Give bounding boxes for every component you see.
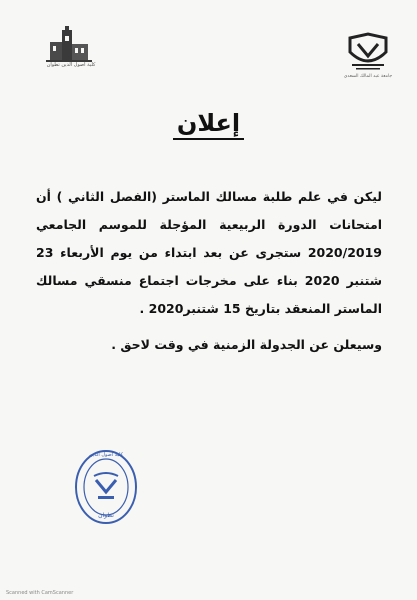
announcement-paragraph: ليكن في علم طلبة مسالك الماستر (الفصل الثاني ) أن امتحانات الدورة الربيعية المؤجلة للموسم الجامعي 2020/2019 ستجرى عن بعد ابتداء من يوم الأربعاء 23 شتنبر 2020 بناء على مخرجات اجتماع منسقي مسالك الماستر المنعقد بتاريخ 15 شتنبر2020 . [36, 189, 382, 316]
university-logo-icon [342, 30, 394, 74]
document-title-text: إعلان [173, 109, 244, 140]
right-logo-caption: جامعة عبد المالك السعدي [343, 74, 393, 79]
scanner-footer: Scanned with CamScanner [6, 590, 74, 596]
announcement-paragraph: وسيعلن عن الجدولة الزمنية في وقت لاحق . [111, 337, 382, 352]
document-title [0, 109, 417, 137]
announcement-body [36, 183, 382, 359]
stamp-text-top: كلية أصول الدين [89, 452, 123, 458]
left-logo-caption: كلية أصول الدين تطوان [46, 62, 96, 68]
stamp-text-bottom: تطوان [98, 512, 114, 519]
